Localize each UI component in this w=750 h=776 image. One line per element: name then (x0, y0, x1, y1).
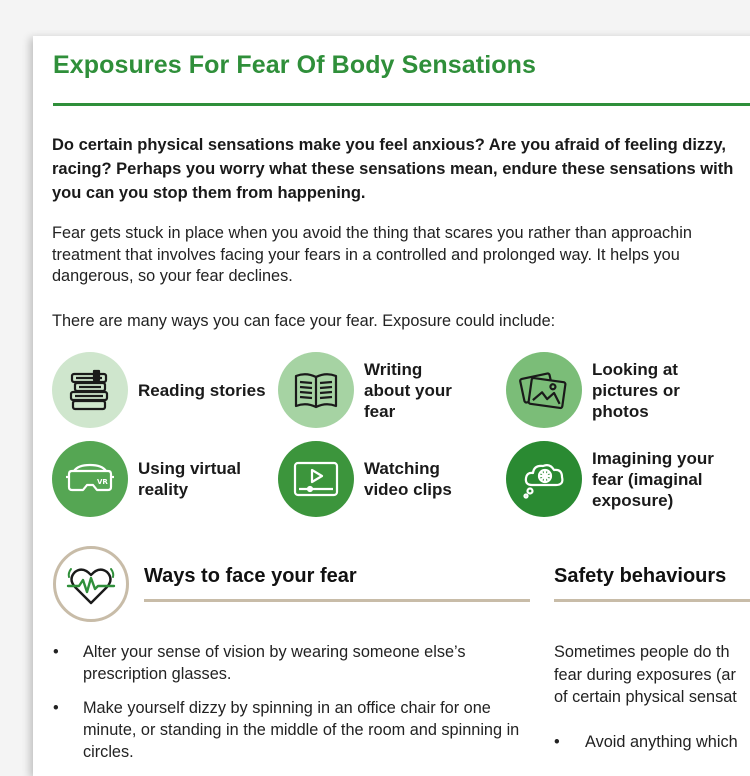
vr-headset-icon (62, 451, 118, 507)
exposure-icon-circle (506, 352, 582, 428)
exposure-icon-circle (52, 441, 128, 517)
exposure-item (506, 352, 680, 428)
list-item: • Alter your sense of vision by wearing someone else’s prescription glasses. (53, 641, 533, 685)
ways-heading: Ways to face your fear (144, 565, 357, 587)
thought-cloud-icon (516, 451, 572, 507)
heart-badge (53, 546, 129, 622)
exposure-icon-circle (52, 352, 128, 428)
heartbeat-heart-icon (63, 556, 119, 612)
list-item: • Make yourself dizzy by spinning in an office chair for one minute, or standing in the middle of the room and spinning in circles. (53, 697, 533, 763)
exposure-label: Looking at pictures or photos (592, 359, 680, 421)
safety-bullet-text: Avoid anything which (585, 733, 738, 751)
books-icon (62, 362, 118, 418)
exposure-label: Using virtual reality (138, 459, 241, 499)
safety-heading: Safety behaviours (554, 565, 727, 587)
ways-bullet-list (53, 641, 533, 775)
exposure-item (278, 352, 452, 428)
photos-icon (516, 362, 572, 418)
exposure-item (52, 352, 266, 428)
safety-heading-rule (554, 599, 750, 602)
svg-text:VR: VR (97, 478, 108, 486)
exposure-intro: There are many ways you can face your fear. Exposure could include: (52, 312, 556, 330)
exposure-icon-circle (506, 441, 582, 517)
ways-heading-rule (144, 599, 530, 602)
video-icon (288, 451, 344, 507)
safety-bullet-item: • Avoid anything which (554, 733, 738, 751)
exposure-label: Imagining your fear (imaginal exposure) (592, 448, 714, 510)
exposure-item (52, 441, 241, 517)
exposure-icon-circle (278, 441, 354, 517)
worksheet-page (33, 36, 750, 776)
exposure-label: Reading stories (138, 380, 266, 400)
exposure-item (506, 441, 714, 517)
open-book-icon (288, 362, 344, 418)
safety-paragraph: Sometimes people do th fear during exposures (ar of certain physical sensat (554, 643, 737, 706)
page-title: Exposures For Fear Of Body Sensations (53, 51, 536, 79)
title-divider (53, 103, 750, 106)
intro-paragraph: Do certain physical sensations make you feel anxious? Are you afraid of feeling dizzy, racing? Perhaps you worry what these sensations mean, endure these sensations with you can you stop them from happening. (52, 136, 734, 202)
exposure-icon-circle (278, 352, 354, 428)
exposure-label: Watching video clips (364, 459, 452, 499)
exposure-label: Writing about your fear (364, 359, 452, 421)
body-paragraph: Fear gets stuck in place when you avoid the thing that scares you rather than approachin treatment that involves facing your fears in a controlled and prolonged way. It helps you dangerous, so your fear declines. (52, 224, 692, 285)
exposure-item (278, 441, 452, 517)
